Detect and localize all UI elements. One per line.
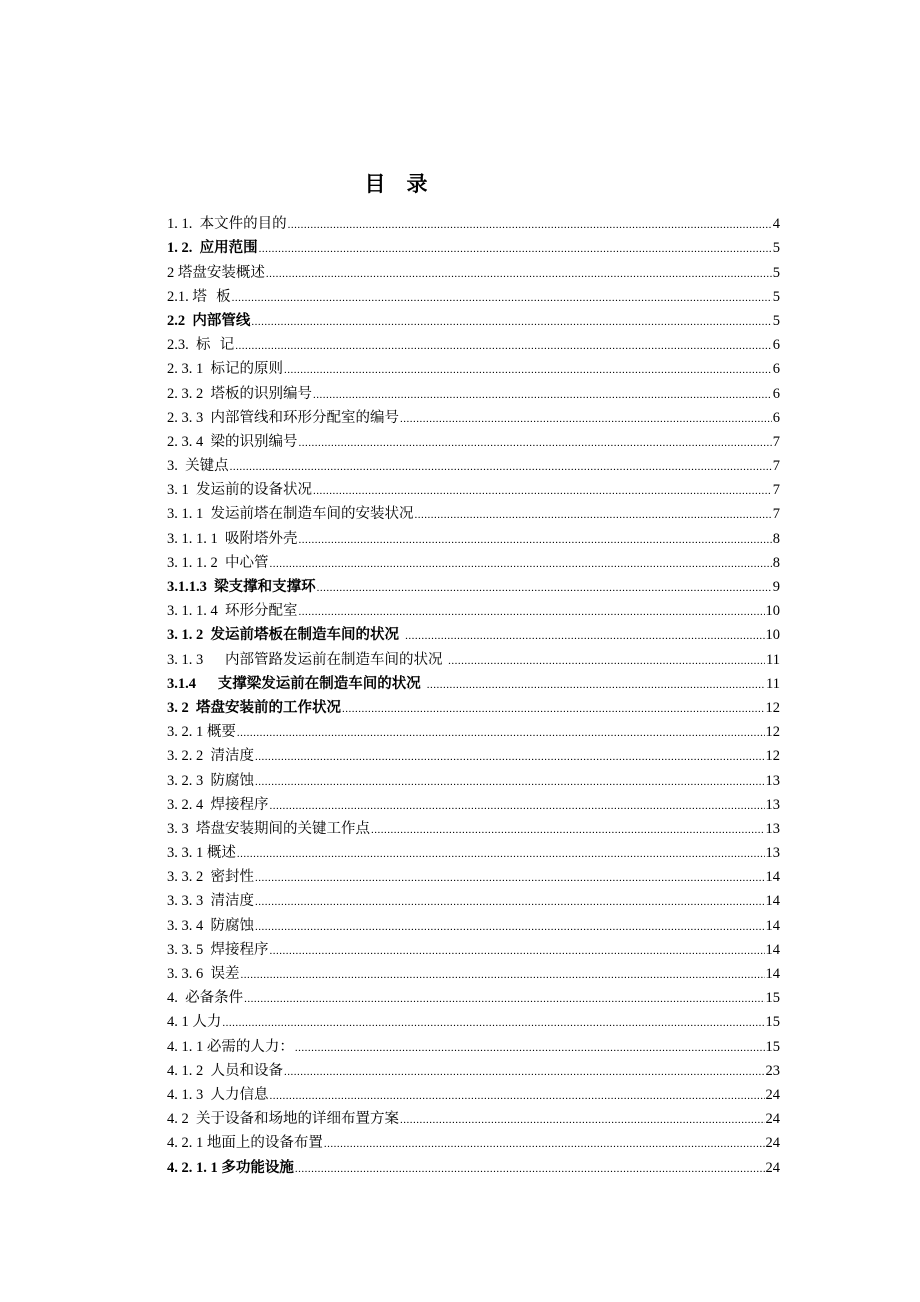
toc-page-number: 14 [765,917,780,934]
toc-dot-leader [288,218,772,232]
toc-entry[interactable] [167,1151,780,1175]
toc-page-number: 8 [772,530,780,547]
toc-dot-leader [232,291,772,305]
toc-entry[interactable] [167,305,780,329]
toc-dot-leader [313,388,772,402]
toc-entry-label: 塔盘安装概述 [177,264,265,281]
toc-entry-heading [167,216,287,232]
toc-entry-heading [167,386,312,402]
toc-entry[interactable] [167,813,780,837]
toc-entry-number: 2. 3. 2 [167,385,211,402]
toc-dot-leader [427,678,765,692]
toc-entry[interactable] [167,934,780,958]
toc-entry-number: 3. 2. 4 [167,796,211,813]
toc-dot-leader [237,726,765,740]
toc-entry[interactable] [167,208,780,232]
toc-entry-number: 3. 3 [167,820,196,837]
toc-page-number: 15 [765,990,780,1007]
toc-entry-number: 3. 3. 4 [167,917,211,934]
toc-entry-label: 关键点 [185,458,229,475]
toc-page-number: 13 [765,796,780,813]
toc-entry-label: 清洁度 [210,893,254,910]
toc-entry[interactable] [167,256,780,280]
toc-entry-number: 3. 2. 1 [167,724,207,741]
toc-entry-heading [167,676,426,692]
toc-page-number: 24 [765,1111,780,1128]
toc-entry-label: 焊接程序 [210,796,269,813]
toc-entry-heading [167,797,269,813]
toc-page-number: 7 [772,458,780,475]
toc-page-number: 7 [772,433,780,450]
toc-entry[interactable] [167,281,780,305]
toc-dot-leader [235,339,772,353]
toc-entry-label: 环形分配室 [225,603,298,620]
toc-entry-number: 2.1. [167,288,193,305]
toc-entry-heading [167,458,229,474]
toc-entry-number: 4. [167,990,186,1007]
toc-entry-heading [167,1063,283,1079]
toc-dot-leader [400,1113,765,1127]
toc-entry-heading [167,410,399,426]
toc-entry-number: 3. 3. 5 [167,941,211,958]
toc-entry-heading [167,313,250,329]
toc-dot-leader [255,775,765,789]
toc-entry-heading [167,1135,323,1151]
toc-page-number: 5 [772,240,780,257]
toc-entry[interactable] [167,402,780,426]
toc-dot-leader [371,823,765,837]
toc-entry[interactable] [167,377,780,401]
toc-page-number: 14 [765,893,780,910]
toc-dot-leader [295,1041,765,1055]
table-of-contents [167,208,780,1176]
toc-entry-label: 必备条件 [185,990,244,1007]
toc-dot-leader [255,750,765,764]
toc-page-number: 13 [765,820,780,837]
toc-entry-number: 2.2 [167,312,193,329]
toc-page-number: 15 [765,1038,780,1055]
toc-dot-leader [255,871,765,885]
toc-entry[interactable] [167,329,780,353]
toc-entry[interactable] [167,1103,780,1127]
toc-entry-heading [167,1014,221,1030]
toc-entry-label: 密封性 [210,869,254,886]
toc-entry-heading [167,579,316,595]
toc-entry-number: 4. 1 [167,1014,193,1031]
toc-entry-number: 2 [167,264,178,281]
toc-entry[interactable] [167,522,780,546]
toc-entry-heading [167,1160,294,1176]
toc-entry[interactable] [167,426,780,450]
toc-entry[interactable] [167,498,780,522]
toc-page-number: 6 [772,337,780,354]
toc-page-number: 7 [772,506,780,523]
toc-entry-label: 多功能设施 [221,1159,294,1176]
toc-page-number: 10 [765,603,780,620]
toc-page-number: 5 [772,288,780,305]
toc-entry[interactable] [167,885,780,909]
toc-entry-label: 人员和设备 [210,1062,283,1079]
toc-entry-heading [167,361,283,377]
toc-entry-label: 应用范围 [199,240,258,257]
toc-entry-heading [167,821,370,837]
toc-dot-leader [415,508,772,522]
toc-dot-leader [266,267,772,281]
toc-entry-number: 4. 2. 1 [167,1135,207,1152]
toc-entry-number: 3. 1. 1. 2 [167,554,225,571]
toc-entry-label: 防腐蚀 [210,772,254,789]
toc-page-number: 24 [765,1159,780,1176]
toc-page-number: 12 [765,748,780,765]
toc-entry-label: 中心管 [225,554,269,571]
toc-entry-number: 3. 3. 2 [167,869,211,886]
toc-entry-number: 4. 2 [167,1111,196,1128]
toc-dot-leader [299,436,772,450]
toc-entry-number: 3.1.1.3 [167,579,215,595]
toc-entry-number: 4. 1. 2 [167,1062,211,1079]
toc-page-number: 5 [772,264,780,281]
toc-entry[interactable] [167,353,780,377]
toc-page-number: 24 [765,1135,780,1152]
toc-entry-heading [167,265,265,281]
toc-page-number: 14 [765,966,780,982]
toc-dot-leader [237,847,765,861]
toc-entry-label: 误差 [210,966,240,982]
toc-entry-heading [167,893,254,909]
toc-entry[interactable] [167,595,780,619]
toc-entry-label: 概要 [206,724,236,741]
toc-entry-number: 3. 2 [167,699,196,716]
toc-entry-heading [167,845,236,861]
toc-entry[interactable] [167,958,780,982]
toc-entry-label: 梁支撑和支撑环 [214,579,316,595]
toc-entry[interactable] [167,232,780,256]
toc-entry-number: 1. 2. [167,240,200,257]
toc-entry[interactable] [167,982,780,1006]
toc-dot-leader [313,484,772,498]
toc-entry-heading [167,966,240,982]
toc-page-number: 11 [766,675,780,692]
toc-entry-label: 内部管路发运前在制造车间的状况 [225,651,448,668]
toc-page-number: 12 [765,699,780,716]
toc-page-number: 8 [772,554,780,571]
toc-dot-leader [259,242,772,256]
toc-entry-number: 3. 3. 3 [167,893,211,910]
toc-entry-heading [167,434,298,450]
toc-dot-leader [251,315,771,329]
toc-entry-label: 清洁度 [210,748,254,765]
toc-entry-number: 2.3. [167,337,196,354]
toc-page-number: 23 [765,1062,780,1079]
toc-dot-leader [230,460,772,474]
toc-page-number: 4 [772,216,780,233]
toc-page-number: 7 [772,482,780,499]
toc-entry[interactable] [167,571,780,595]
toc-entry-number: 4. 2. 1. 1 [167,1159,222,1176]
toc-dot-leader [270,1089,765,1103]
toc-entry-number: 4. 1. 3 [167,1086,211,1103]
toc-entry-label: 梁的识别编号 [210,433,298,450]
toc-entry-label: 人力 [192,1014,222,1031]
toc-entry-label: 概述 [206,845,236,862]
toc-entry[interactable] [167,789,780,813]
toc-entry-number: 3. 3. 1 [167,845,207,862]
toc-entry-label: 发运前的设备状况 [196,482,312,499]
toc-entry-label: 标 记 [196,337,235,354]
toc-entry-number: 3. 1. 1. 4 [167,603,225,620]
toc-entry-heading [167,1039,294,1055]
toc-entry-label: 塔盘安装期间的关键工作点 [196,820,370,837]
toc-page-number: 6 [772,385,780,402]
toc-entry-heading [167,603,298,619]
toc-entry-label: 支撑梁发运前在制造车间的状况 [217,675,426,692]
toc-entry-label: 防腐蚀 [210,917,254,934]
toc-page-number: 14 [765,941,780,958]
toc-entry[interactable] [167,474,780,498]
toc-entry-label: 人力信息 [210,1086,269,1103]
toc-dot-leader [270,557,772,571]
toc-page-number: 6 [772,409,780,426]
toc-dot-leader [317,581,772,595]
toc-page-number: 13 [765,772,780,789]
toc-entry-heading [167,1111,399,1127]
toc-entry-label: 发运前塔板在制造车间的状况 [210,627,405,644]
toc-page-number: 24 [765,1086,780,1103]
toc-entry-number: 2. 3. 1 [167,361,211,378]
toc-dot-leader [255,920,765,934]
toc-dot-leader [299,605,765,619]
toc-entry[interactable] [167,668,780,692]
toc-entry-number: 2. 3. 3 [167,409,211,426]
toc-entry-heading [167,942,269,958]
toc-page-number: 6 [772,361,780,378]
toc-entry[interactable] [167,740,780,764]
toc-entry-heading [167,990,243,1006]
toc-entry-number: 3. 1. 2 [167,627,211,644]
toc-entry[interactable] [167,692,780,716]
toc-entry-heading [167,289,231,305]
toc-entry[interactable] [167,547,780,571]
toc-entry-label: 本文件的目的 [199,216,287,233]
toc-entry-heading [167,555,269,571]
toc-dot-leader [284,1065,765,1079]
toc-entry-heading [167,724,236,740]
toc-entry[interactable] [167,716,780,740]
toc-entry[interactable] [167,1030,780,1054]
toc-dot-leader [241,968,765,982]
toc-entry-heading [167,918,254,934]
toc-entry-number: 3. 1. 1. 1 [167,530,225,547]
toc-entry-heading [167,240,258,256]
toc-entry[interactable] [167,909,780,933]
toc-dot-leader [405,629,764,643]
toc-entry-heading [167,627,404,643]
toc-page-number: 13 [765,845,780,862]
toc-entry-label: 关于设备和场地的详细布置方案 [196,1111,399,1128]
toc-entry[interactable] [167,1055,780,1079]
toc-dot-leader [270,944,765,958]
toc-entry-heading [167,506,414,522]
toc-entry[interactable] [167,1006,780,1030]
toc-entry-number: 3. 2. 2 [167,748,211,765]
toc-dot-leader [342,702,765,716]
toc-entry-label: 塔盘安装前的工作状况 [196,699,341,716]
toc-title: 目 录 [364,172,428,196]
toc-dot-leader [299,533,772,547]
toc-entry-heading [167,869,254,885]
toc-dot-leader [400,412,772,426]
toc-entry-label: 必需的人力： [206,1038,294,1055]
toc-entry-label: 标记的原则 [210,361,283,378]
toc-dot-leader [448,654,765,668]
toc-page-number: 5 [772,312,780,329]
toc-page-number: 9 [772,579,780,595]
toc-dot-leader [270,799,765,813]
toc-entry[interactable] [167,1079,780,1103]
toc-page-number: 12 [765,724,780,741]
toc-entry[interactable] [167,450,780,474]
toc-entry-heading [167,773,254,789]
toc-entry-number: 3.1.4 [167,675,218,692]
toc-entry-label: 焊接程序 [210,941,269,958]
toc-entry[interactable] [167,837,780,861]
toc-entry-number: 1. 1. [167,216,200,233]
toc-page-number: 15 [765,1014,780,1031]
toc-page-number: 11 [766,651,780,668]
toc-entry-heading [167,482,312,498]
toc-entry-heading [167,652,447,668]
toc-dot-leader [244,992,764,1006]
toc-entry-label: 塔 板 [192,288,231,305]
toc-entry[interactable] [167,1127,780,1151]
toc-entry-label: 地面上的设备布置 [206,1135,323,1152]
toc-entry-label: 发运前塔在制造车间的安装状况 [210,506,414,523]
toc-entry[interactable] [167,643,780,667]
toc-entry-label: 内部管线和环形分配室的编号 [210,409,399,426]
toc-entry-number: 3. 1. 3 [167,651,225,668]
toc-dot-leader [295,1162,765,1176]
toc-entry-label: 吸附塔外壳 [225,530,298,547]
toc-entry-label: 塔板的识别编号 [210,385,312,402]
toc-dot-leader [255,895,765,909]
toc-entry-number: 3. [167,458,186,475]
toc-dot-leader [324,1137,765,1151]
toc-entry-heading [167,700,341,716]
toc-entry-number: 3. 2. 3 [167,772,211,789]
toc-dot-leader [284,363,772,377]
toc-dot-leader [222,1016,764,1030]
toc-entry-number: 2. 3. 4 [167,433,211,450]
toc-entry[interactable] [167,764,780,788]
toc-entry-number: 3. 1. 1 [167,506,211,523]
toc-entry[interactable] [167,619,780,643]
toc-entry-heading [167,1087,269,1103]
toc-entry-number: 3. 3. 6 [167,966,211,982]
toc-entry-label: 内部管线 [192,312,251,329]
toc-entry-number: 4. 1. 1 [167,1038,207,1055]
toc-entry-heading [167,748,254,764]
toc-entry-number: 3. 1 [167,482,196,499]
toc-entry-heading [167,531,298,547]
toc-entry[interactable] [167,861,780,885]
toc-page-number: 14 [765,869,780,886]
toc-page-number: 10 [765,627,780,644]
toc-entry-heading [167,337,234,353]
